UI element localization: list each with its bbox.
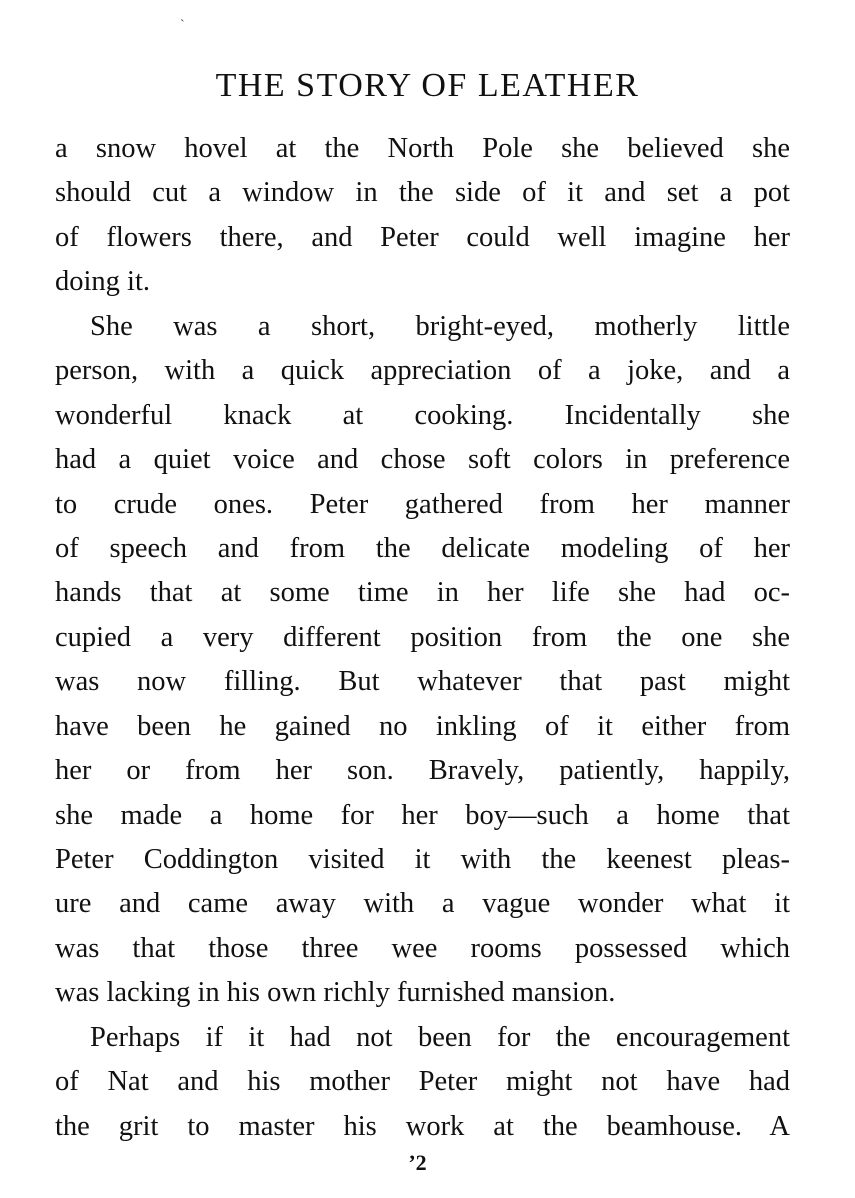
body-text [55,127,790,1149]
print-speck: ` [180,18,185,33]
text-line: Perhaps if it had not been for the encouragement [90,1021,790,1053]
text-line: hands that at some time in her life she had oc- [55,577,790,609]
text-line: was lacking in his own richly furnished mansion. [55,977,616,1009]
running-head: THE STORY OF LEATHER [215,67,640,104]
text-line: a snow hovel at the North Pole she believed she [55,133,790,164]
text-line: Peter Coddington visited it with the keenest pleas- [55,844,790,875]
text-line: the grit to master his work at the beamhouse. A [55,1110,790,1142]
text-line: ure and came away with a vague wonder what it [55,888,790,920]
text-line: should cut a window in the side of it and set a pot [55,177,790,209]
text-line: had a quiet voice and chose soft colors in preference [55,444,790,476]
text-line: wonderful knack at cooking. Incidentally she [55,399,790,431]
text-line: of Nat and his mother Peter might not have had [55,1066,790,1098]
text-line: she made a home for her boy—such a home that [55,799,790,831]
text-line: was that those three wee rooms possessed which [55,932,790,964]
text-line: cupied a very different position from the one she [55,621,790,653]
text-line: of speech and from the delicate modeling of her [55,532,790,564]
text-line: her or from her son. Bravely, patiently, happily, [55,755,790,787]
text-line: doing it. [55,266,151,298]
text-line: was now filling. But whatever that past might [55,666,790,698]
text-line: person, with a quick appreciation of a joke, and a [55,355,790,387]
text-line: to crude ones. Peter gathered from her manner [55,488,790,520]
page-number: ’2 [408,1150,427,1175]
text-line: She was a short, bright-eyed, motherly little [90,310,790,342]
text-line: of flowers there, and Peter could well imagine her [55,221,790,253]
text-line: have been he gained no inkling of it either from [55,710,790,742]
